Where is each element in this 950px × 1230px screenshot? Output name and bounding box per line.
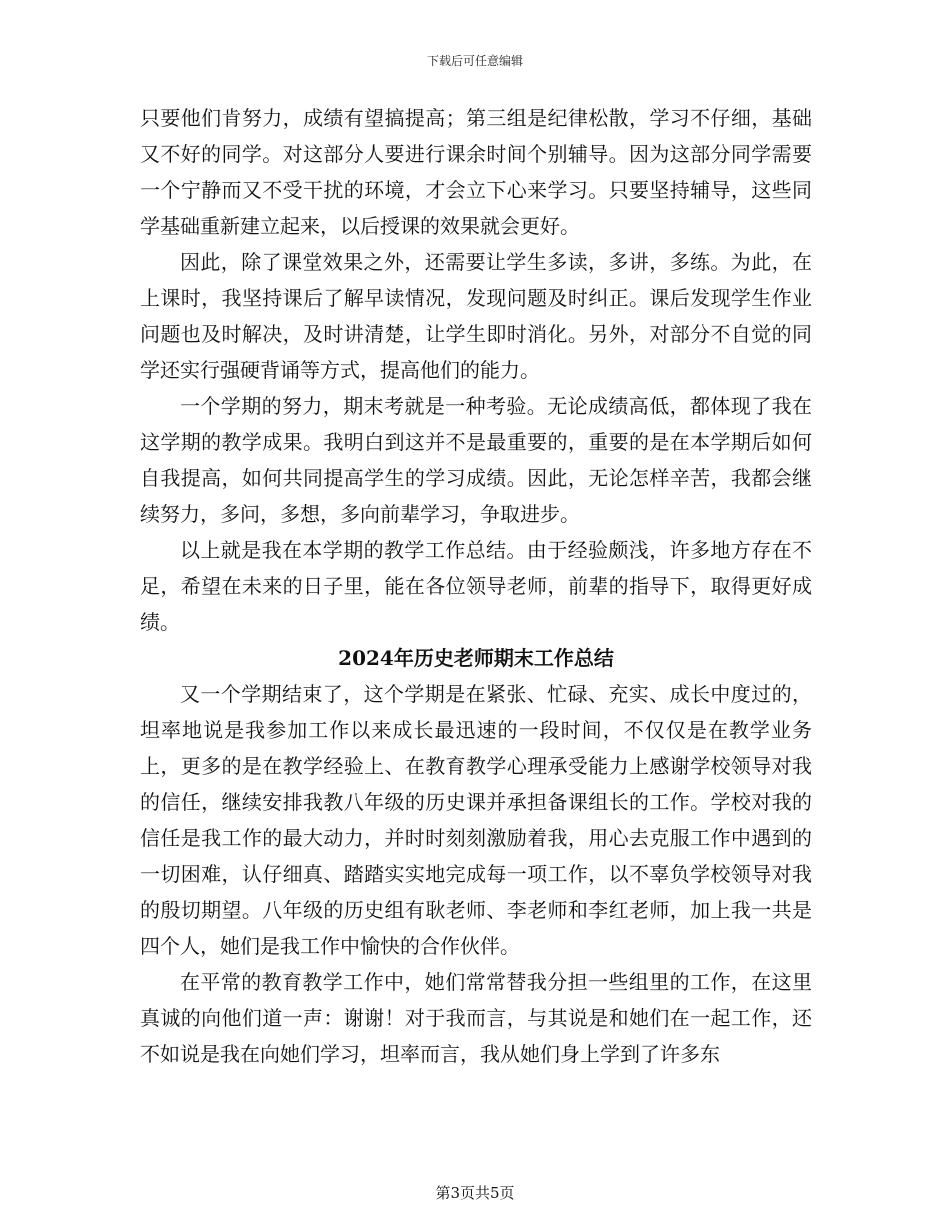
page-header: 下载后可任意编辑	[426, 54, 523, 68]
paragraph-intro: 又一个学期结束了，这个学期是在紧张、忙碌、充实、成长中度过的，坦率地说是我参加工作以来成长最迅速的一段时间，不仅仅是在教学业务上，更多的是在教学经验上、在教育教学心理承受能力上感谢学校领导对我的信任，继续安排我教八年级的历史课并承担备课组长的工作。学校对我的信任是我工作的最大动力，并时时刻刻激励着我，用心去克服工作中遇到的一切困难，认仔细真、踏踏实实地完成每一项工作，以不辜负学校领导对我的殷切期望。八年级的历史组有耿老师、李老师和李红老师，加上我一共是四个人，她们是我工作中愉快的合作伙伴。	[140, 682, 812, 958]
paragraph-colleagues: 在平常的教育教学工作中，她们常常替我分担一些组里的工作，在这里真诚的向他们道一声：谢谢！对于我而言，与其说是和她们在一起工作，还不如说是我在向她们学习，坦率而言，我从她们身上学到了许多东	[140, 970, 812, 1066]
paragraph-conclusion: 以上就是我在本学期的教学工作总结。由于经验颇浅，许多地方存在不足，希望在未来的日子里，能在各位领导老师，前辈的指导下，取得更好成绩。	[140, 538, 812, 634]
section-title: 2024年历史老师期末工作总结	[338, 646, 614, 670]
page-number: 第3页共5页	[435, 1184, 515, 1202]
paragraph-continuation: 只要他们肯努力，成绩有望搞提高；第三组是纪律松散，学习不仔细，基础又不好的同学。对这部分人要进行课余时间个别辅导。因为这部分同学需要一个宁静而又不受干扰的环境，才会立下心来学习。只要坚持辅导，这些同学基础重新建立起来，以后授课的效果就会更好。	[140, 106, 812, 238]
paragraph-exam: 一个学期的努力，期末考就是一种考验。无论成绩高低，都体现了我在这学期的教学成果。我明白到这并不是最重要的，重要的是在本学期后如何自我提高，如何共同提高学生的学习成绩。因此，无论怎样辛苦，我都会继续努力，多问，多想，多向前辈学习，争取进步。	[140, 394, 812, 526]
paragraph-practice: 因此，除了课堂效果之外，还需要让学生多读，多讲，多练。为此，在上课时，我坚持课后了解早读情况，发现问题及时纠正。课后发现学生作业问题也及时解决，及时讲清楚，让学生即时消化。另外，对部分不自觉的同学还实行强硬背诵等方式，提高他们的能力。	[140, 250, 812, 382]
document-body	[140, 100, 812, 1072]
